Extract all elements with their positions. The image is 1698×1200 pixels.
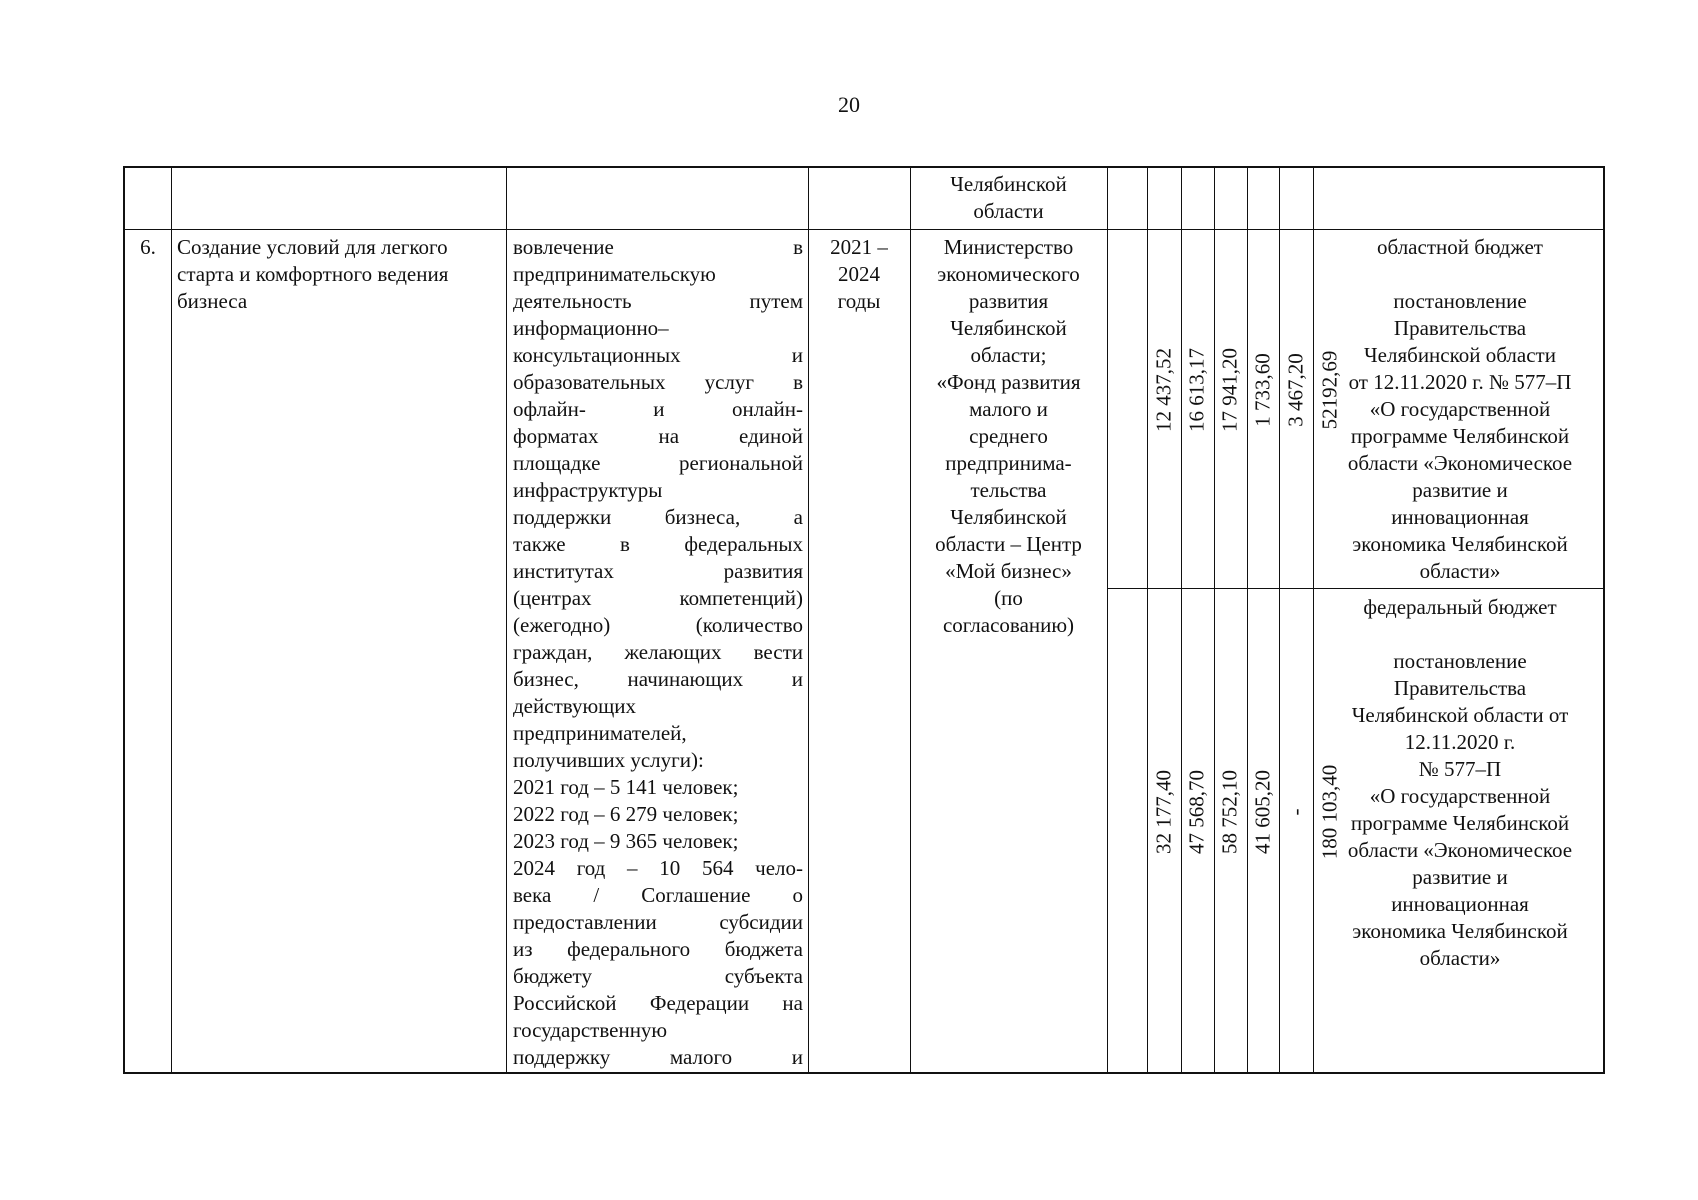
responsible-executors <box>910 234 1107 639</box>
source-document-line: области» <box>1419 946 1501 970</box>
source-document-line: «О государственной <box>1369 784 1551 808</box>
description-line: (ежегодно) (количество <box>513 613 803 637</box>
source-document-line: программе Челябинской <box>1350 811 1570 835</box>
responsible-line: «Фонд развития <box>936 370 1081 394</box>
federal-budget-value: 41 605,20 <box>1250 770 1275 854</box>
description-line: деятельность путем <box>513 289 803 313</box>
source-document-line: экономика Челябинской <box>1352 919 1568 943</box>
row-number: 6. <box>140 235 156 259</box>
description-line: офлайн- и онлайн- <box>513 397 803 421</box>
federal-budget-title: федеральный бюджет <box>1363 595 1557 619</box>
event-description <box>513 234 803 1071</box>
regional-budget-value: 1 733,60 <box>1250 353 1275 427</box>
description-line: получивших услуги): <box>513 748 704 772</box>
description-line: информационно– <box>513 316 669 340</box>
responsible-line: области; <box>970 343 1047 367</box>
source-document-line: области» <box>1419 559 1501 583</box>
description-line: вовлечение в <box>513 235 803 259</box>
source-document-line: от 12.11.2020 г. № 577–П <box>1348 370 1572 394</box>
responsible-line: Министерство <box>943 235 1074 259</box>
responsible-line: области – Центр <box>935 532 1082 556</box>
description-line: (центрах компетенций) <box>513 586 803 610</box>
regional-budget-title: областной бюджет <box>1377 235 1543 259</box>
source-document-line: инновационная <box>1391 505 1529 529</box>
source-document-line: Правительства <box>1393 676 1527 700</box>
regional-budget-value: 52192,69 <box>1317 350 1342 430</box>
federal-budget-value: 32 177,40 <box>1151 770 1176 854</box>
regional-budget-value: 17 941,20 <box>1217 348 1242 432</box>
description-line: 2024 год – 10 564 чело- <box>513 856 803 880</box>
responsible-line: Челябинской <box>950 316 1067 340</box>
responsible-line: (по <box>994 586 1023 610</box>
description-line: институтах развития <box>513 559 803 583</box>
source-document-line: Челябинской области от <box>1351 703 1569 727</box>
program-table <box>123 166 1605 1074</box>
description-line: поддержки бизнеса, а <box>513 505 803 529</box>
federal-budget-value: 180 103,40 <box>1317 764 1342 860</box>
description-line: 2023 год – 9 365 человек; <box>513 829 739 853</box>
description-line: поддержку малого и <box>513 1045 803 1069</box>
source-document-line: экономика Челябинской <box>1352 532 1568 556</box>
responsible-line: «Мой бизнес» <box>945 559 1072 583</box>
source-document-line: «О государственной <box>1369 397 1551 421</box>
description-line: инфраструктуры <box>513 478 663 502</box>
federal-budget-value: 47 568,70 <box>1184 770 1209 854</box>
source-document-line: Правительства <box>1393 316 1527 340</box>
description-line: форматах на единой <box>513 424 803 448</box>
regional-budget-source <box>1313 234 1607 585</box>
description-line: бюджету субъекта <box>513 964 803 988</box>
responsible-line: Челябинской <box>950 505 1067 529</box>
description-line: 2021 год – 5 141 человек; <box>513 775 739 799</box>
description-line: граждан, желающих вести <box>513 640 803 664</box>
responsible-line: экономического <box>937 262 1080 286</box>
source-document-line: инновационная <box>1391 892 1529 916</box>
description-line: из федерального бюджета <box>513 937 803 961</box>
description-line: бизнес, начинающих и <box>513 667 803 691</box>
source-document-line: 12.11.2020 г. <box>1404 730 1516 754</box>
source-document-line: Челябинской области <box>1364 343 1556 367</box>
regional-budget-value: 12 437,52 <box>1151 348 1176 432</box>
description-line: государственную <box>513 1018 668 1042</box>
regional-budget-value: 3 467,20 <box>1283 353 1308 427</box>
description-line: предпринимателей, <box>513 721 687 745</box>
responsible-line: малого и <box>969 397 1048 421</box>
source-document-line: программе Челябинской <box>1350 424 1570 448</box>
description-line: также в федеральных <box>513 532 803 556</box>
responsible-line: развития <box>968 289 1049 313</box>
description-line: Российской Федерации на <box>513 991 803 1015</box>
source-document-line: постановление <box>1393 289 1527 313</box>
federal-budget-source <box>1313 594 1607 972</box>
event-title: Создание условий для легкого старта и комфортного ведения бизнеса <box>177 235 449 313</box>
description-line: консультационных и <box>513 343 803 367</box>
description-line: предпринимательскую <box>513 262 716 286</box>
source-document-line: развитие и <box>1412 478 1508 502</box>
regional-budget-value: 16 613,17 <box>1184 348 1209 432</box>
source-document-line: № 577–П <box>1418 757 1502 781</box>
federal-budget-value: - <box>1283 808 1308 816</box>
responsible-line: среднего <box>969 424 1048 448</box>
description-line: века / Соглашение о <box>513 883 803 907</box>
description-line: действующих <box>513 694 637 718</box>
source-document-line: области «Экономическое <box>1347 451 1573 475</box>
source-document-line: области «Экономическое <box>1347 838 1573 862</box>
description-line: образовательных услуг в <box>513 370 803 394</box>
description-line: площадке региональной <box>513 451 803 475</box>
federal-budget-value: 58 752,10 <box>1217 770 1242 854</box>
responsible-line: тельства <box>970 478 1047 502</box>
page-number: 20 <box>838 92 860 117</box>
description-line: предоставлении субсидии <box>513 910 803 934</box>
continued-responsible: Челябинской области <box>950 172 1067 223</box>
description-line: 2022 год – 6 279 человек; <box>513 802 739 826</box>
source-document-line: постановление <box>1393 649 1527 673</box>
period: 2021 – 2024 годы <box>830 235 888 313</box>
responsible-line: предпринима- <box>945 451 1072 475</box>
source-document-line: развитие и <box>1412 865 1508 889</box>
responsible-line: согласованию) <box>942 613 1075 637</box>
